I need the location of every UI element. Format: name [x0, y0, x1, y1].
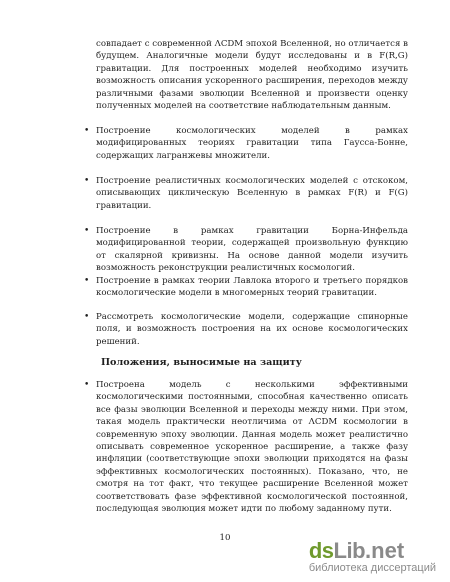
- list-item-bounce: Построение реалистичных космологических моделей с отскоком, описывающих циклическую Вселенную в рамках F(R) и F(G) гравитации.: [96, 176, 408, 211]
- bullet-marker: •: [84, 176, 90, 186]
- section-heading: Положения, выносимые на защиту: [101, 357, 302, 368]
- bullet-marker: •: [84, 312, 90, 322]
- list-item-cosmological-constants: Построена модель с несколькими эффективными космологическими постоянными, способная качественно описать все фазы эволюции Вселенной и переходы между ними. При этом, такая модель практически неотличима от ΛCDM космологии в современную эпоху эволюции. Данная модель может реалистично описывать современное ускоренное расширение, а также фазу инфляции (соответствующие эпохи эволюции приходятся на фазы эффективных космологических постоянных). Показано, что, не смотря на тот факт, что текущее расширение Вселенной может соответствовать фазе эффективной космологической постоянной, последующая эволюция может идти по любому заданному пути.: [96, 380, 408, 515]
- intro-paragraph: совпадает с современной ΛCDM эпохой Вселенной, но отличается в будущем. Аналогичные модели будут исследованы и в F(R,G) гравитации. Для построенных моделей необходимо изучить возможность описания ускоренного расширения, переходов между различными фазами эволюции Вселенной и произвести оценку полученных моделей на соответствие наблюдательным данным.: [96, 39, 408, 112]
- list-item-spinor: Рассмотреть космологические модели, содержащие спинорные поля, и возможность построения на их основе космологических решений.: [96, 312, 408, 347]
- bullet-marker: •: [84, 126, 90, 136]
- dslib-watermark-logo: ds Lib .net библиотека диссертаций: [308, 538, 436, 574]
- list-item-born-infeld: Построение в рамках гравитации Борна-Инфельда модифицированной теории, содержащей произвольную функцию от скалярной кривизны. На основе данной модели изучить возможность реконструкции реалистичных космологий.: [96, 226, 408, 274]
- bullet-marker: •: [84, 226, 90, 236]
- bullet-marker: •: [84, 276, 90, 286]
- list-item-lovelock: Построение в рамках теории Лавлока второго и третьего порядков космологические модели в многомерных теорий гравитации.: [96, 276, 408, 299]
- bullet-marker: •: [84, 380, 90, 390]
- page-number: 10: [219, 533, 231, 543]
- list-item-gauss-bonnet: Построение космологических моделей в рамках модифицированных теориях гравитации типа Гаусса-Бонне, содержащих лагранжевы множители.: [96, 126, 408, 161]
